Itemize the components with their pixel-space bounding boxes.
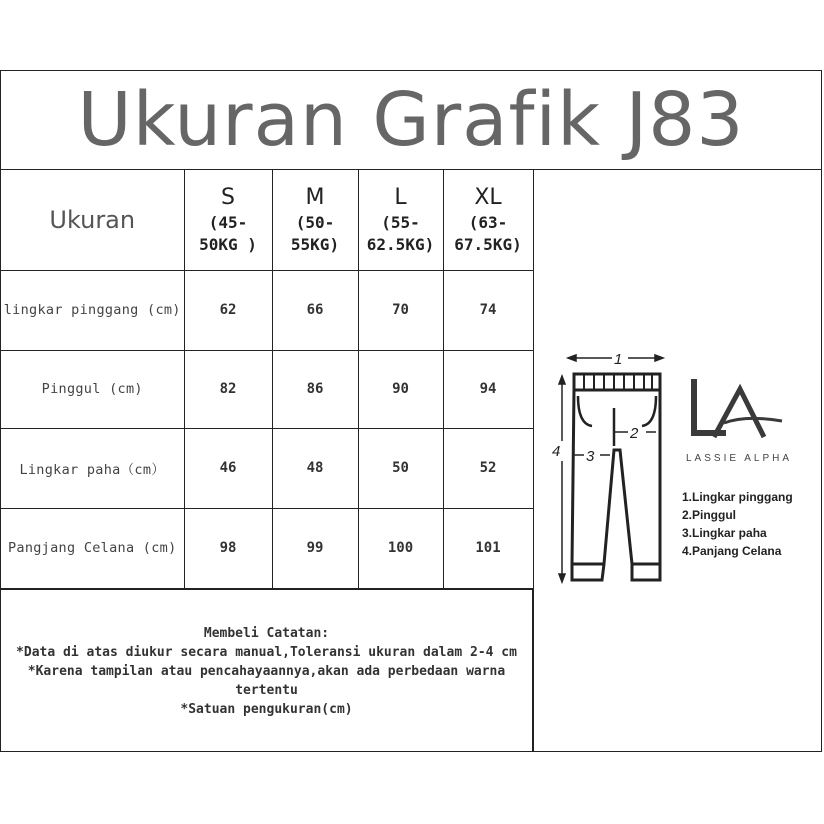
notes-section <box>1 589 533 752</box>
table-cell: 62 <box>184 270 272 350</box>
table-cell: 48 <box>272 428 358 508</box>
table-cell: 74 <box>443 270 533 350</box>
notes-line: *Karena tampilan atau pencahayaannya,akan ada perbedaan warna <box>27 663 506 679</box>
size-table <box>1 170 534 589</box>
table-cell: 99 <box>272 508 358 588</box>
dimension-label-2: 2 <box>630 425 639 442</box>
dimension-label-3: 3 <box>586 448 595 465</box>
table-cell: 90 <box>358 350 443 428</box>
row-label: lingkar pinggang (cm) <box>1 270 184 350</box>
size-weight: (45- 50KG ) <box>199 212 257 254</box>
notes-heading: Membeli Catatan: <box>203 625 330 641</box>
size-weight: (50- 55KG) <box>290 212 340 254</box>
table-cell: 66 <box>272 270 358 350</box>
table-cell: 50 <box>358 428 443 508</box>
header-label-cell <box>1 170 184 270</box>
size-weight: (55- 62.5KG) <box>366 212 435 254</box>
size-header-l <box>358 170 443 270</box>
table-cell: 82 <box>184 350 272 428</box>
size-letter: XL <box>474 184 502 210</box>
table-cell: 98 <box>184 508 272 588</box>
table-header-row <box>1 170 533 270</box>
header-label: Ukuran <box>49 205 136 234</box>
notes-line: tertentu <box>235 682 298 698</box>
table-cell: 100 <box>358 508 443 588</box>
illustration-panel <box>533 170 821 752</box>
row-label: Lingkar paha（cm） <box>1 428 184 508</box>
size-letter: M <box>305 184 325 210</box>
legend-item: 3.Lingkar paha <box>682 526 767 540</box>
size-header-s <box>184 170 272 270</box>
table-cell: 101 <box>443 508 533 588</box>
measurement-legend <box>682 488 793 560</box>
dimension-label-1: 1 <box>614 351 623 368</box>
size-letter: S <box>221 184 235 210</box>
table-cell: 52 <box>443 428 533 508</box>
notes-line: *Data di atas diukur secara manual,Toleransi ukuran dalam 2-4 cm <box>16 644 517 660</box>
legend-item: 2.Pinggul <box>682 508 736 522</box>
size-chart-sheet <box>0 70 822 752</box>
size-header-xl <box>443 170 533 270</box>
size-weight: (63- 67.5KG) <box>454 212 522 254</box>
legend-item: 4.Panjang Celana <box>682 544 782 558</box>
table-cell: 94 <box>443 350 533 428</box>
brand-name: LASSIE ALPHA <box>686 453 793 464</box>
table-cell: 86 <box>272 350 358 428</box>
table-row <box>1 428 533 508</box>
brand-logo <box>684 375 794 445</box>
table-row <box>1 508 533 588</box>
pants-outline <box>572 374 660 580</box>
size-letter: L <box>394 184 407 210</box>
table-row <box>1 270 533 350</box>
notes-line: *Satuan pengukuran(cm) <box>180 701 353 717</box>
table-row <box>1 350 533 428</box>
legend-item: 1.Lingkar pinggang <box>682 490 793 504</box>
row-label: Pinggul (cm) <box>1 350 184 428</box>
page-title: Ukuran Grafik J83 <box>1 71 821 170</box>
size-header-m <box>272 170 358 270</box>
table-cell: 70 <box>358 270 443 350</box>
row-label: Pangjang Celana (cm) <box>1 508 184 588</box>
pants-measurement-diagram <box>548 346 668 586</box>
table-cell: 46 <box>184 428 272 508</box>
dimension-label-4: 4 <box>552 443 561 460</box>
